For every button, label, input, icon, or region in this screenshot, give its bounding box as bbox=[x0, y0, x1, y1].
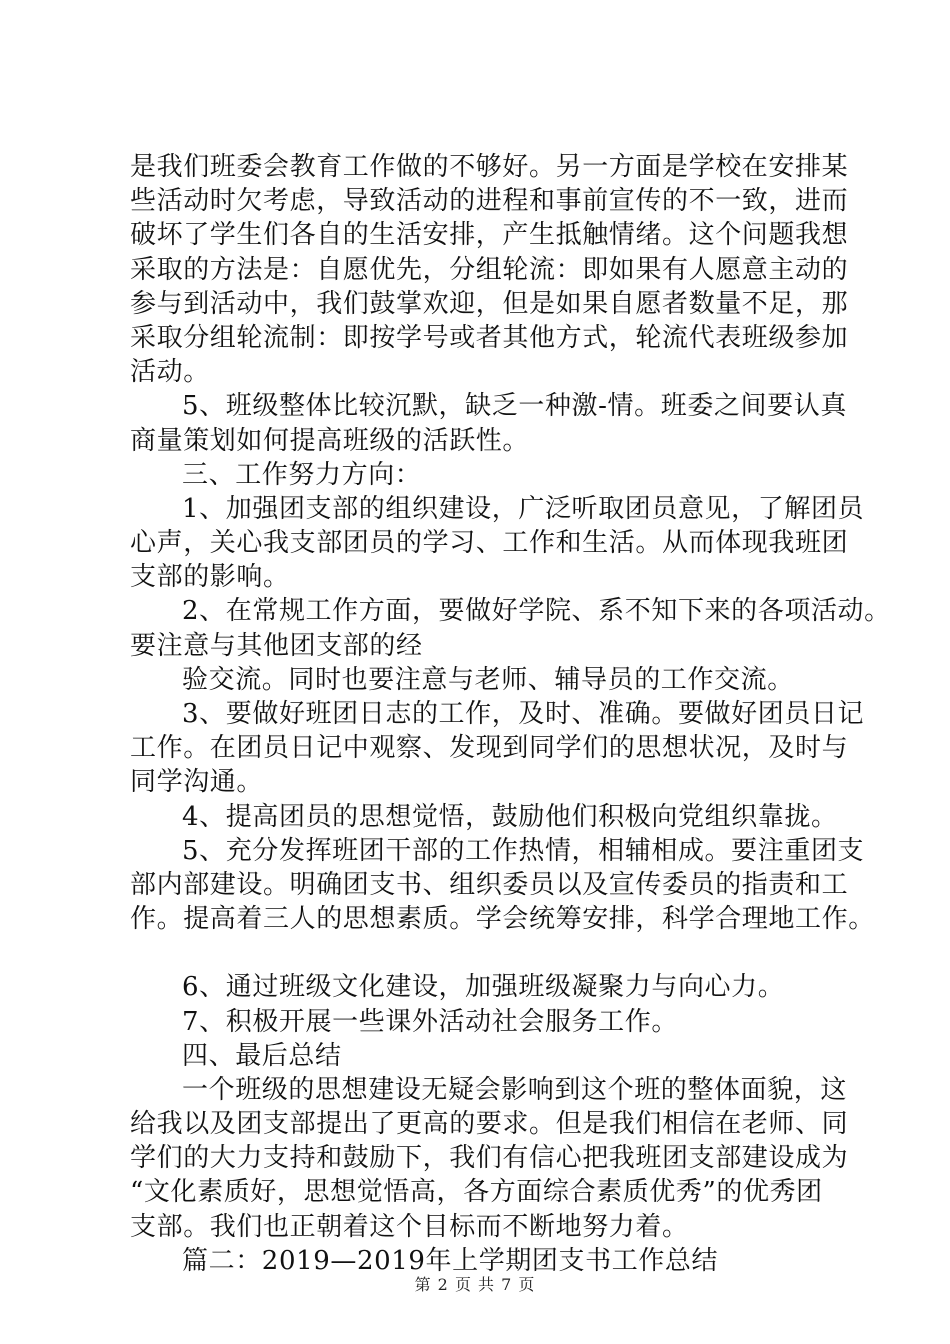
text-line: 采取分组轮流制：即按学号或者其他方式，轮流代表班级参加 bbox=[130, 322, 849, 353]
paragraph-item-2: 2、在常规工作方面，要做好学院、系不知下来的各项活动。 bbox=[182, 596, 891, 627]
summary-paragraph: 一个班级的思想建设无疑会影响到这个班的整体面貌，这 bbox=[182, 1074, 848, 1105]
text-line: “文化素质好，思想觉悟高，各方面综合素质优秀”的优秀团 bbox=[130, 1177, 823, 1208]
paragraph-item-5: 5、班级整体比较沉默，缺乏一种激-情。班委之间要认真 bbox=[182, 391, 847, 422]
text-line: 要注意与其他团支部的经 bbox=[130, 630, 423, 661]
text-line: 作。提高着三人的思想素质。学会统筹安排，科学合理地工作。 bbox=[130, 904, 875, 935]
text-line: 采取的方法是：自愿优先，分组轮流：即如果有人愿意主动的 bbox=[130, 254, 849, 285]
text-line: 心声，关心我支部团员的学习、工作和生活。从而体现我班团 bbox=[130, 528, 849, 559]
text-line: 商量策划如何提高班级的活跃性。 bbox=[130, 425, 530, 456]
paragraph-item-6: 6、通过班级文化建设，加强班级凝聚力与向心力。 bbox=[182, 972, 785, 1003]
text-line: 些活动时欠考虑，导致活动的进程和事前宣传的不一致，进而 bbox=[130, 186, 849, 217]
text-line: 给我以及团支部提出了更高的要求。但是我们相信在老师、同 bbox=[130, 1109, 849, 1140]
paragraph-item-3: 3、要做好班团日志的工作，及时、准确。要做好团员日记 bbox=[182, 699, 865, 729]
paragraph-item-7: 7、积极开展一些课外活动社会服务工作。 bbox=[182, 1006, 678, 1037]
section-heading-3: 三、工作努力方向： bbox=[182, 459, 422, 490]
text-line: 工作。在团员日记中观察、发现到同学们的思想状况，及时与 bbox=[130, 733, 849, 764]
article-two-title: 篇二：2019—2019年上学期团支书工作总结 bbox=[182, 1245, 719, 1276]
text-line: 支部。我们也正朝着这个目标而不断地努力着。 bbox=[130, 1211, 689, 1242]
text-line: 参与到活动中，我们鼓掌欢迎，但是如果自愿者数量不足，那 bbox=[130, 288, 849, 319]
text-line: 验交流。同时也要注意与老师、辅导员的工作交流。 bbox=[182, 664, 794, 695]
paragraph-item-5b: 5、充分发挥班团干部的工作热情，相辅相成。要注重团支 bbox=[182, 835, 865, 866]
section-heading-4: 四、最后总结 bbox=[182, 1040, 342, 1071]
text-line: 学们的大力支持和鼓励下，我们有信心把我班团支部建设成为 bbox=[130, 1143, 849, 1174]
page-number: 第 2 页 共 7 页 bbox=[414, 1275, 536, 1294]
text-line: 活动。 bbox=[130, 357, 210, 388]
paragraph-item-4: 4、提高团员的思想觉悟，鼓励他们积极向党组织靠拢。 bbox=[182, 801, 838, 832]
text-line: 支部的影响。 bbox=[130, 562, 290, 593]
document-body bbox=[130, 150, 891, 1278]
text-line: 是我们班委会教育工作做的不够好。另一方面是学校在安排某 bbox=[130, 152, 849, 182]
paragraph-gap bbox=[130, 936, 850, 970]
text-line: 同学沟通。 bbox=[130, 767, 264, 798]
paragraph-item-1: 1、加强团支部的组织建设，广泛听取团员意见，了解团员 bbox=[182, 493, 865, 524]
text-line: 部内部建设。明确团支书、组织委员以及宣传委员的指责和工 bbox=[130, 869, 849, 900]
text-line: 破坏了学生们各自的生活安排，产生抵触情绪。这个问题我想 bbox=[130, 220, 849, 251]
